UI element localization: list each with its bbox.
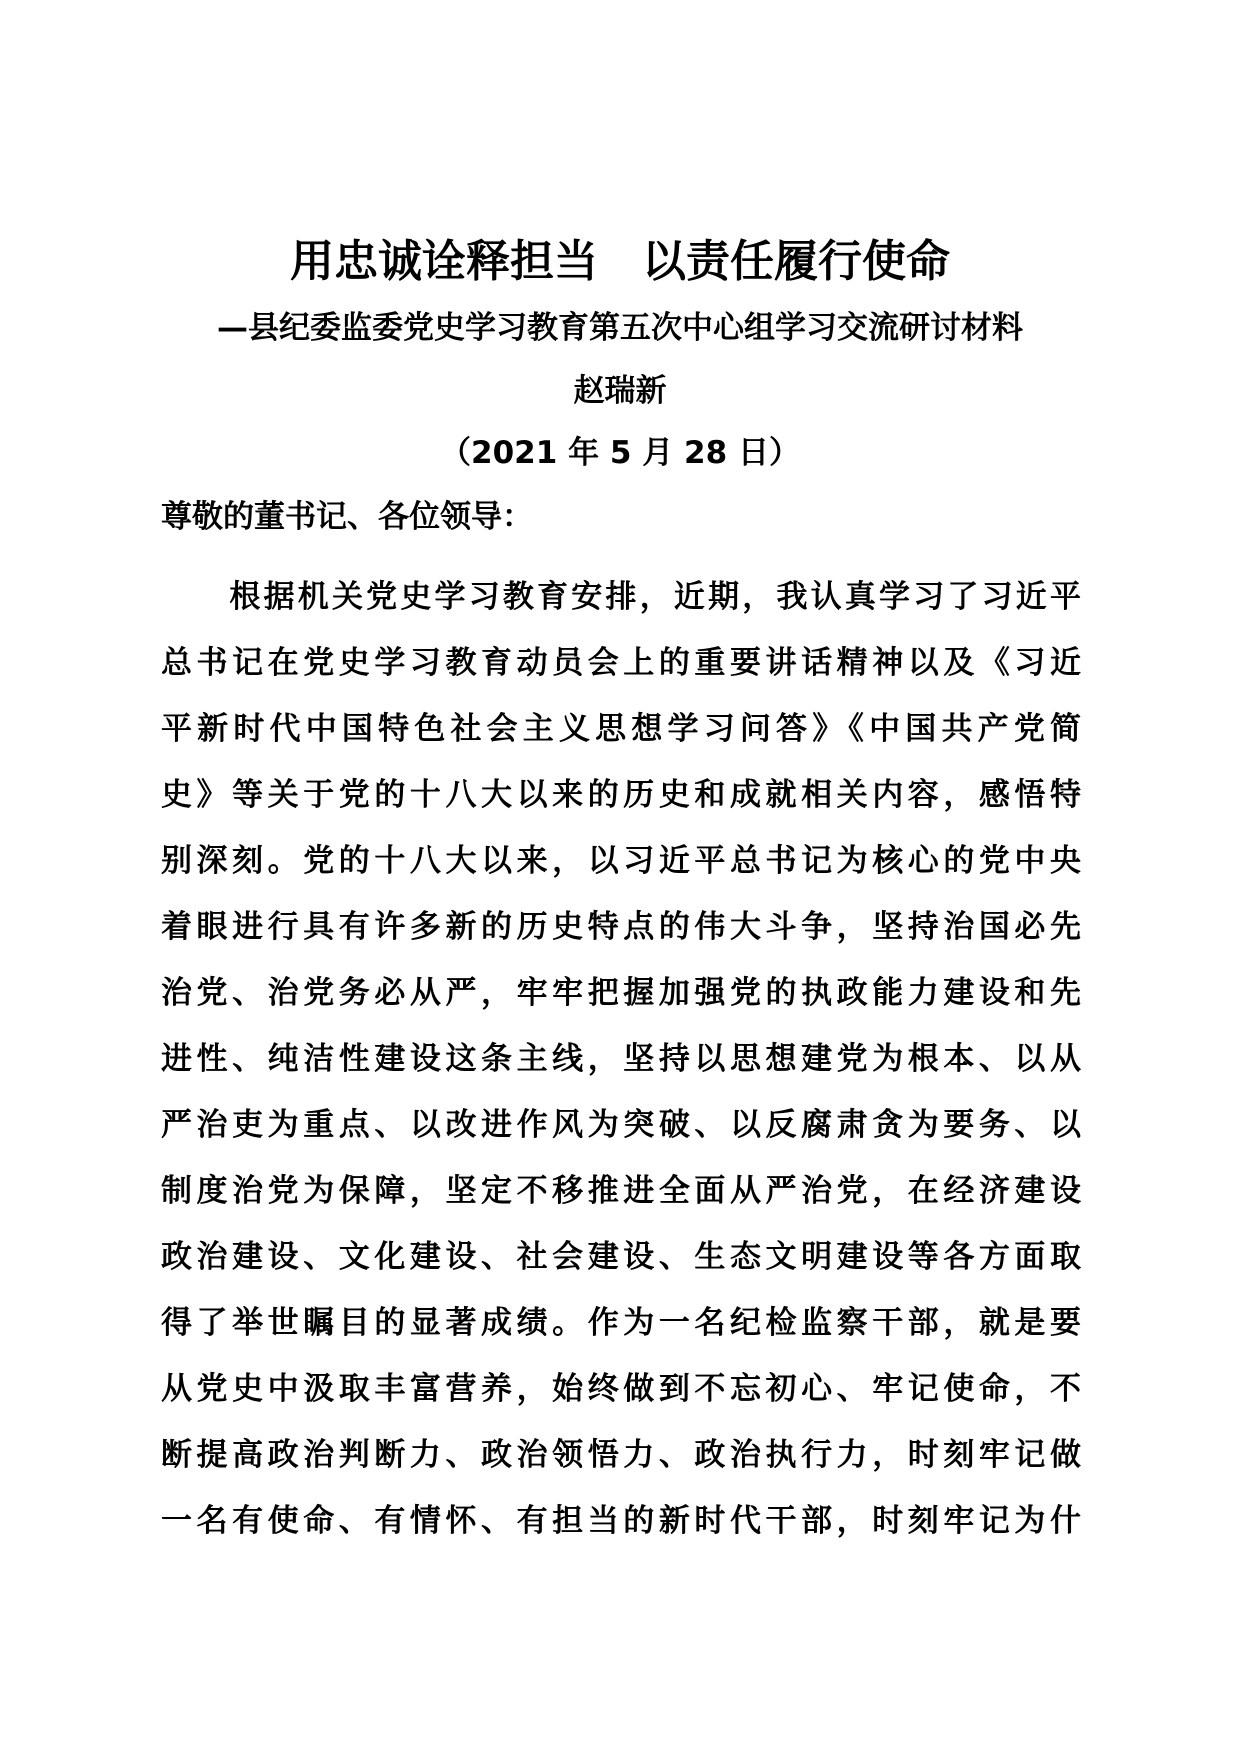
body-line: 总书记在党史学习教育动员会上的重要讲话精神以及《习近 — [161, 645, 1081, 681]
body-line: 史》等关于党的十八大以来的历史和成就相关内容，感悟特 — [161, 777, 1081, 813]
body-line: 着眼进行具有许多新的历史特点的伟大斗争，坚持治国必先 — [161, 909, 1081, 945]
body-line: 政治建设、文化建设、社会建设、生态文明建设等各方面取 — [161, 1239, 1081, 1275]
document-subtitle: —县纪委监委党史学习教育第五次中心组学习交流研讨材料 — [217, 310, 1023, 346]
body-line: 断提高政治判断力、政治领悟力、政治执行力，时刻牢记做 — [161, 1437, 1081, 1473]
body-line: 别深刻。党的十八大以来，以习近平总书记为核心的党中央 — [161, 843, 1081, 879]
author-name: 赵瑞新 — [573, 373, 667, 409]
body-line: 进性、纯洁性建设这条主线，坚持以思想建党为根本、以从 — [161, 1041, 1081, 1077]
document-title: 用忠诚诠释担当 以责任履行使命 — [290, 236, 950, 287]
body-line: 制度治党为保障，坚定不移推进全面从严治党，在经济建设 — [161, 1173, 1081, 1209]
body-line: 从党史中汲取丰富营养，始终做到不忘初心、牢记使命，不 — [161, 1371, 1081, 1407]
body-line: 根据机关党史学习教育安排，近期，我认真学习了习近平 — [161, 579, 1081, 615]
document-date: （2021 年 5 月 28 日） — [440, 435, 800, 471]
salutation: 尊敬的董书记、各位领导： — [161, 499, 533, 535]
body-paragraph — [161, 564, 1081, 1554]
body-line: 得了举世瞩目的显著成绩。作为一名纪检监察干部，就是要 — [161, 1305, 1081, 1341]
body-line: 一名有使命、有情怀、有担当的新时代干部，时刻牢记为什 — [161, 1503, 1081, 1539]
body-line: 平新时代中国特色社会主义思想学习问答》《中国共产党简 — [161, 711, 1081, 747]
body-line: 治党、治党务必从严，牢牢把握加强党的执政能力建设和先 — [161, 975, 1081, 1011]
body-line: 严治吏为重点、以改进作风为突破、以反腐肃贪为要务、以 — [161, 1107, 1081, 1143]
